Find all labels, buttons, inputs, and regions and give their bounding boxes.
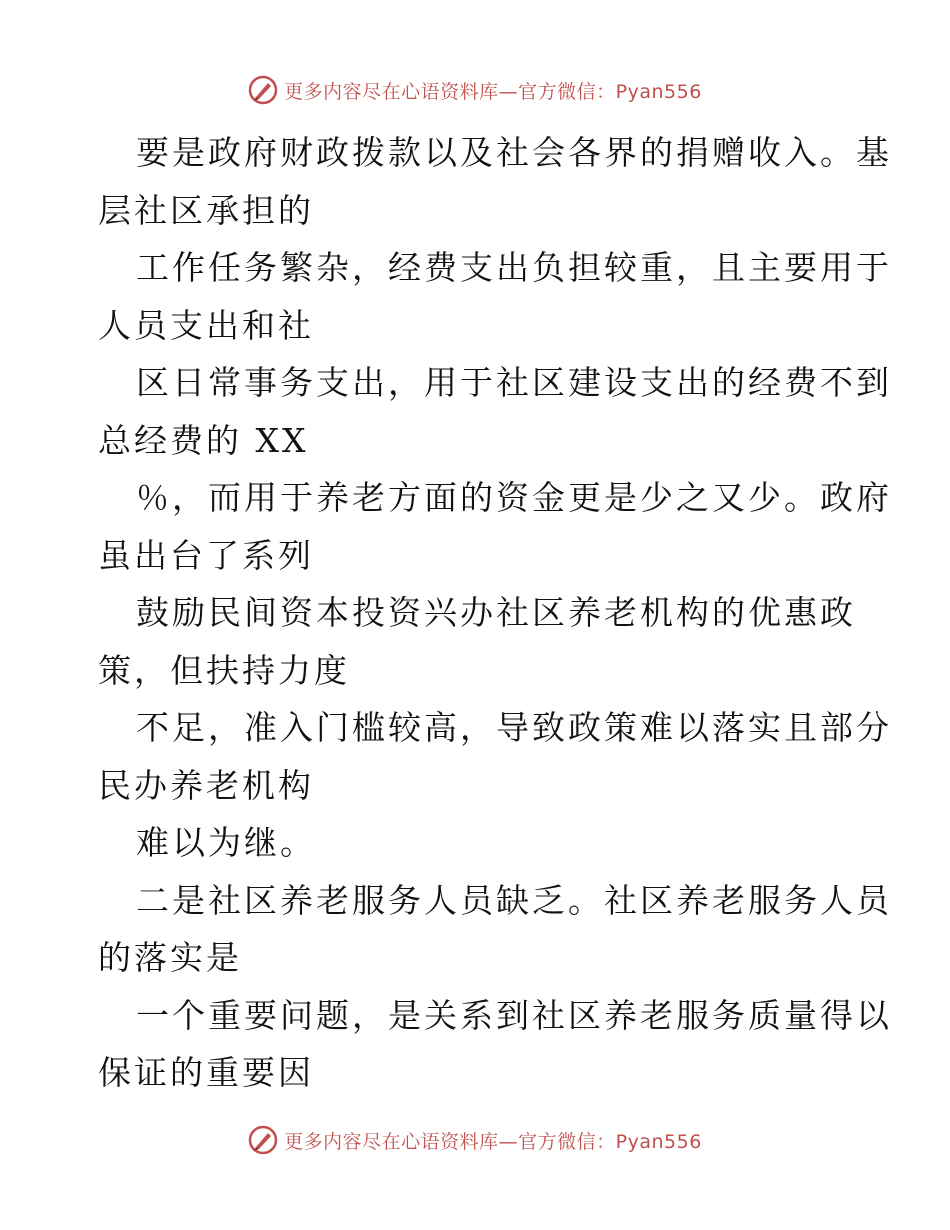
- body-line: 层社区承担的: [98, 190, 314, 230]
- body-line: 虽出台了系列: [98, 535, 314, 575]
- body-line: 总经费的 XX: [98, 420, 309, 460]
- body-line: 难以为继。: [136, 823, 316, 862]
- body-line: 要是政府财政拨款以及社会各界的捐赠收入。基: [136, 133, 892, 172]
- body-line: ％，而用于养老方面的资金更是少之又少。政府: [136, 478, 892, 517]
- body-line: 区日常事务支出，用于社区建设支出的经费不到: [136, 363, 892, 402]
- body-line: 一个重要问题，是关系到社区养老服务质量得以: [136, 995, 892, 1035]
- body-line: 的落实是: [98, 938, 242, 977]
- pen-logo-icon: [248, 75, 278, 105]
- header-banner-text: 更多内容尽在心语资料库—官方微信：Pyan556: [284, 80, 702, 103]
- footer-watermark-banner: [0, 1120, 950, 1160]
- body-line: 保证的重要因: [98, 1053, 314, 1092]
- body-line: 民办养老机构: [98, 765, 314, 805]
- body-line: 二是社区养老服务人员缺乏。社区养老服务人员: [136, 880, 892, 920]
- footer-banner-text: 更多内容尽在心语资料库—官方微信：Pyan556: [284, 1130, 702, 1153]
- pen-logo-icon: [248, 1125, 278, 1155]
- body-line: 工作任务繁杂，经费支出负担较重，且主要用于: [136, 248, 892, 287]
- body-line: 策，但扶持力度: [98, 650, 350, 690]
- body-line: 不足，准入门槛较高，导致政策难以落实且部分: [136, 708, 892, 747]
- body-line: 鼓励民间资本投资兴办社区养老机构的优惠政: [136, 593, 856, 632]
- header-watermark-banner: [0, 70, 950, 110]
- body-line: 人员支出和社: [98, 305, 314, 345]
- document-body: [98, 124, 892, 1102]
